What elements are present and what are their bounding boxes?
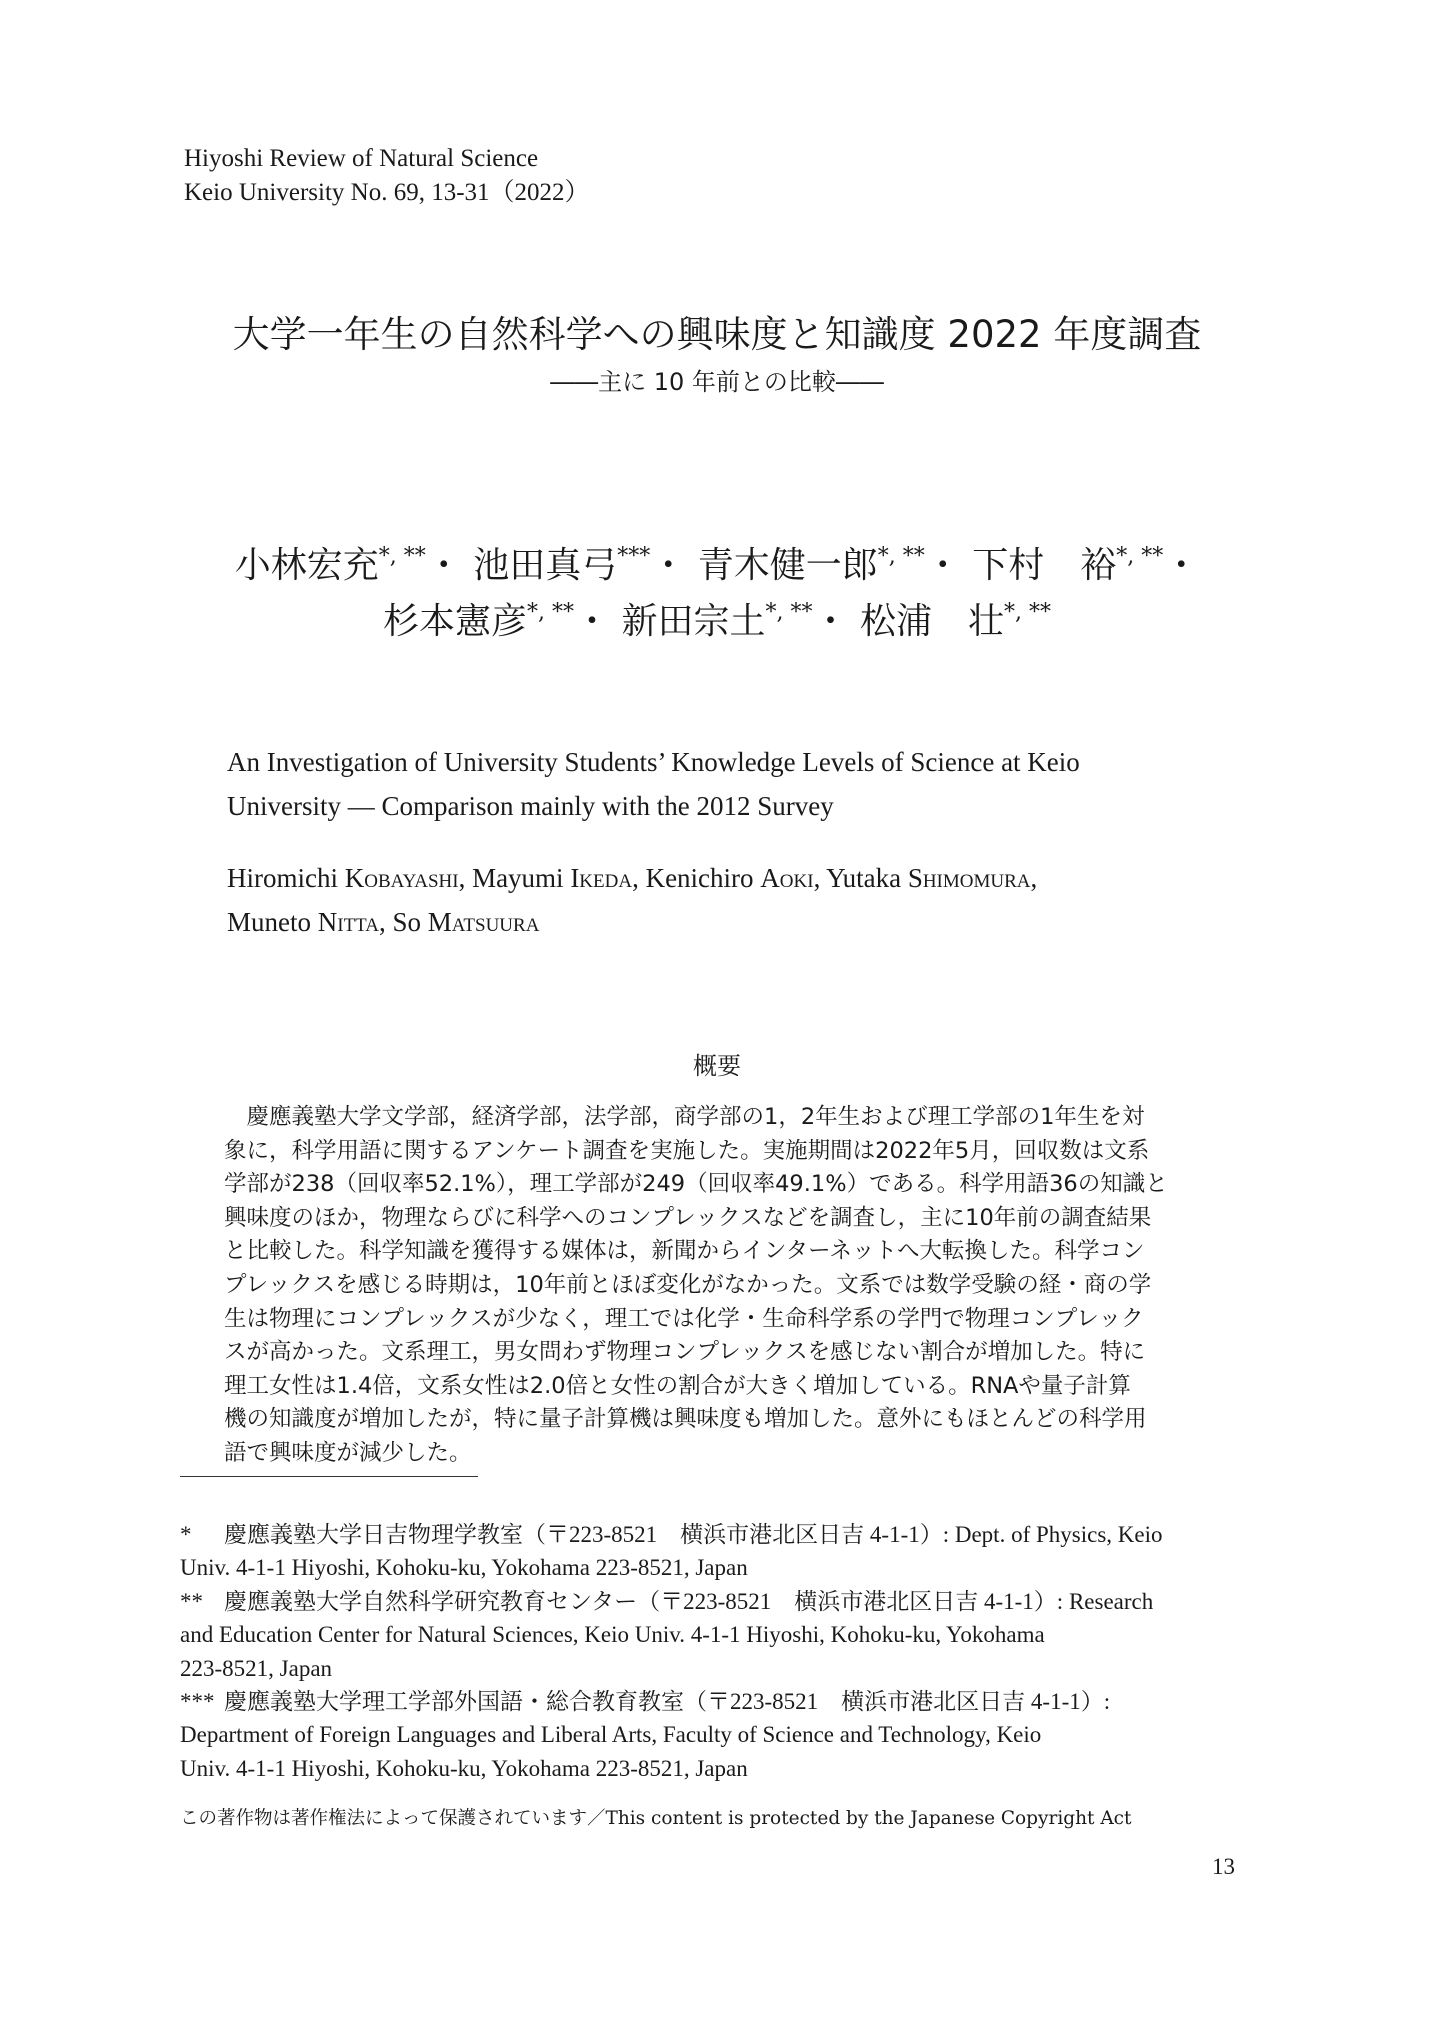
- abstract-line: 理工女性は1.4倍，文系女性は2.0倍と女性の割合が大きく増加している。RNAや量子計算: [224, 1372, 1131, 1399]
- abstract-line: 象に，科学用語に関するアンケート調査を実施した。実施期間は2022年5月，回収数は文系: [224, 1137, 1150, 1164]
- author-given-name: Yutaka: [826, 863, 908, 893]
- english-authors: [227, 856, 1227, 944]
- copyright-notice: この著作物は著作権法によって保護されています／This content is protected by the Japanese Copyright Act: [180, 1808, 1132, 1829]
- footnote-mark: ***: [180, 1689, 215, 1715]
- abstract-line: 興味度のほか，物理ならびに科学へのコンプレックスなどを調査し，主に10年前の調査結果: [224, 1204, 1152, 1231]
- english-authors-line-1: [227, 856, 1227, 900]
- author-name: 下村 裕: [972, 545, 1117, 586]
- author-separator: ・: [1163, 545, 1200, 586]
- author-given-name: Kenichiro: [645, 863, 761, 893]
- footnote-line: [180, 1685, 1265, 1718]
- author-name: 松浦 壮: [859, 601, 1004, 642]
- author-given-name: Hiromichi: [227, 863, 345, 893]
- author-family-name: Shimomura: [907, 863, 1031, 893]
- author-separator: ,: [1030, 863, 1038, 893]
- author-name: 新田宗土: [621, 601, 766, 642]
- footnote-line: Department of Foreign Languages and Liberal Arts, Faculty of Science and Technology, Keio: [180, 1722, 1042, 1748]
- abstract-line: スが高かった。文系理工，男女問わず物理コンプレックスを感じない割合が増加した。特に: [224, 1339, 1146, 1366]
- abstract-body: [224, 1101, 1214, 1471]
- abstract-line: 慶應義塾大学文学部，経済学部，法学部，商学部の1，2年生および理工学部の1年生を対: [224, 1104, 1145, 1130]
- affiliation-mark: *, **: [1116, 544, 1164, 569]
- journal-header: [184, 142, 590, 210]
- footnote-divider: [180, 1476, 478, 1477]
- author-given-name: So: [392, 907, 428, 937]
- footnote-line: Univ. 4-1-1 Hiyoshi, Kohoku-ku, Yokohama 223-8521, Japan: [180, 1755, 748, 1781]
- english-authors-line-2: [227, 900, 1227, 944]
- author-family-name: Nitta: [317, 907, 379, 937]
- author-separator: ・: [812, 601, 849, 642]
- author-separator: ・: [650, 545, 687, 586]
- author-separator: ,: [379, 907, 393, 937]
- footnotes: [180, 1518, 1265, 1785]
- author-given-name: Mayumi: [472, 863, 571, 893]
- journal-name: Hiyoshi Review of Natural Science: [184, 145, 539, 172]
- english-title-line: An Investigation of University Students’ Knowledge Levels of Science at Keio: [227, 747, 1080, 777]
- author-separator: ・: [574, 601, 611, 642]
- footnote-mark: *: [180, 1522, 192, 1547]
- author-family-name: Kobayashi: [344, 863, 459, 893]
- author-name: 池田真弓: [473, 545, 618, 586]
- affiliation-mark: *, **: [378, 544, 426, 569]
- footnote-text: 慶應義塾大学自然科学研究教育センター（〒223-8521 横浜市港北区日吉 4-1-1）: Research: [224, 1588, 1154, 1614]
- page-number: 13: [1212, 1854, 1235, 1879]
- authors-jp-line-2: [0, 590, 1434, 645]
- author-family-name: Aoki: [760, 863, 814, 893]
- english-title-line: University — Comparison mainly with the 2012 Survey: [227, 791, 834, 821]
- abstract-line: 学部が238（回収率52.1%），理工学部が249（回収率49.1%）である。科学用語36の知識と: [224, 1171, 1168, 1198]
- abstract-line: と比較した。科学知識を獲得する媒体は，新聞からインターネットへ大転換した。科学コン: [224, 1238, 1145, 1265]
- footnote-text: 慶應義塾大学日吉物理学教室（〒223-8521 横浜市港北区日吉 4-1-1）: Dept. of Physics, Keio: [224, 1522, 1163, 1547]
- abstract-line: 機の知識度が増加したが，特に量子計算機は興味度も増加した。意外にもほとんどの科学用: [224, 1406, 1147, 1433]
- abstract-line: プレックスを感じる時期は，10年前とほぼ変化がなかった。文系では数学受験の経・商の学: [224, 1271, 1152, 1298]
- footnote-line: [180, 1518, 1265, 1551]
- affiliation-mark: ***: [617, 544, 651, 569]
- affiliation-mark: *, **: [765, 600, 813, 625]
- english-title: [227, 740, 1227, 828]
- footnote-line: and Education Center for Natural Sciences, Keio Univ. 4-1-1 Hiyoshi, Kohoku-ku, Yokohama: [180, 1622, 1045, 1648]
- author-name: 杉本憲彦: [383, 601, 528, 642]
- paper-subtitle: ――主に 10 年前との比較――: [550, 368, 884, 396]
- affiliation-mark: *, **: [877, 544, 925, 569]
- footnote-line: [180, 1585, 1265, 1618]
- author-given-name: Muneto: [227, 907, 318, 937]
- author-name: 小林宏充: [234, 545, 379, 586]
- abstract-line: 語で興味度が減少した。: [224, 1439, 472, 1466]
- author-separator: ,: [632, 863, 646, 893]
- author-separator: ・: [425, 545, 462, 586]
- author-family-name: Ikeda: [570, 863, 633, 893]
- footnote-mark: **: [180, 1588, 203, 1614]
- abstract-line: 生は物理にコンプレックスが少なく，理工では化学・生命科学系の学門で物理コンプレック: [224, 1305, 1144, 1332]
- journal-issue: Keio University No. 69, 13-31（2022）: [184, 179, 590, 206]
- affiliation-mark: *, **: [1003, 600, 1051, 625]
- author-name: 青木健一郎: [697, 545, 878, 586]
- author-family-name: Matsuura: [427, 907, 540, 937]
- abstract-heading: 概要: [693, 1052, 741, 1080]
- author-separator: ,: [813, 863, 827, 893]
- footnote-line: Univ. 4-1-1 Hiyoshi, Kohoku-ku, Yokohama 223-8521, Japan: [180, 1555, 748, 1581]
- author-separator: ,: [458, 863, 473, 893]
- paper-title: 大学一年生の自然科学への興味度と知識度 2022 年度調査: [232, 313, 1202, 356]
- affiliation-mark: *, **: [527, 600, 575, 625]
- authors-jp-line-1: [0, 534, 1434, 589]
- footnote-line: 223-8521, Japan: [180, 1655, 333, 1681]
- footnote-text: 慶應義塾大学理工学部外国語・総合教育教室（〒223-8521 横浜市港北区日吉 4-1-1）:: [224, 1689, 1111, 1715]
- author-separator: ・: [924, 545, 961, 586]
